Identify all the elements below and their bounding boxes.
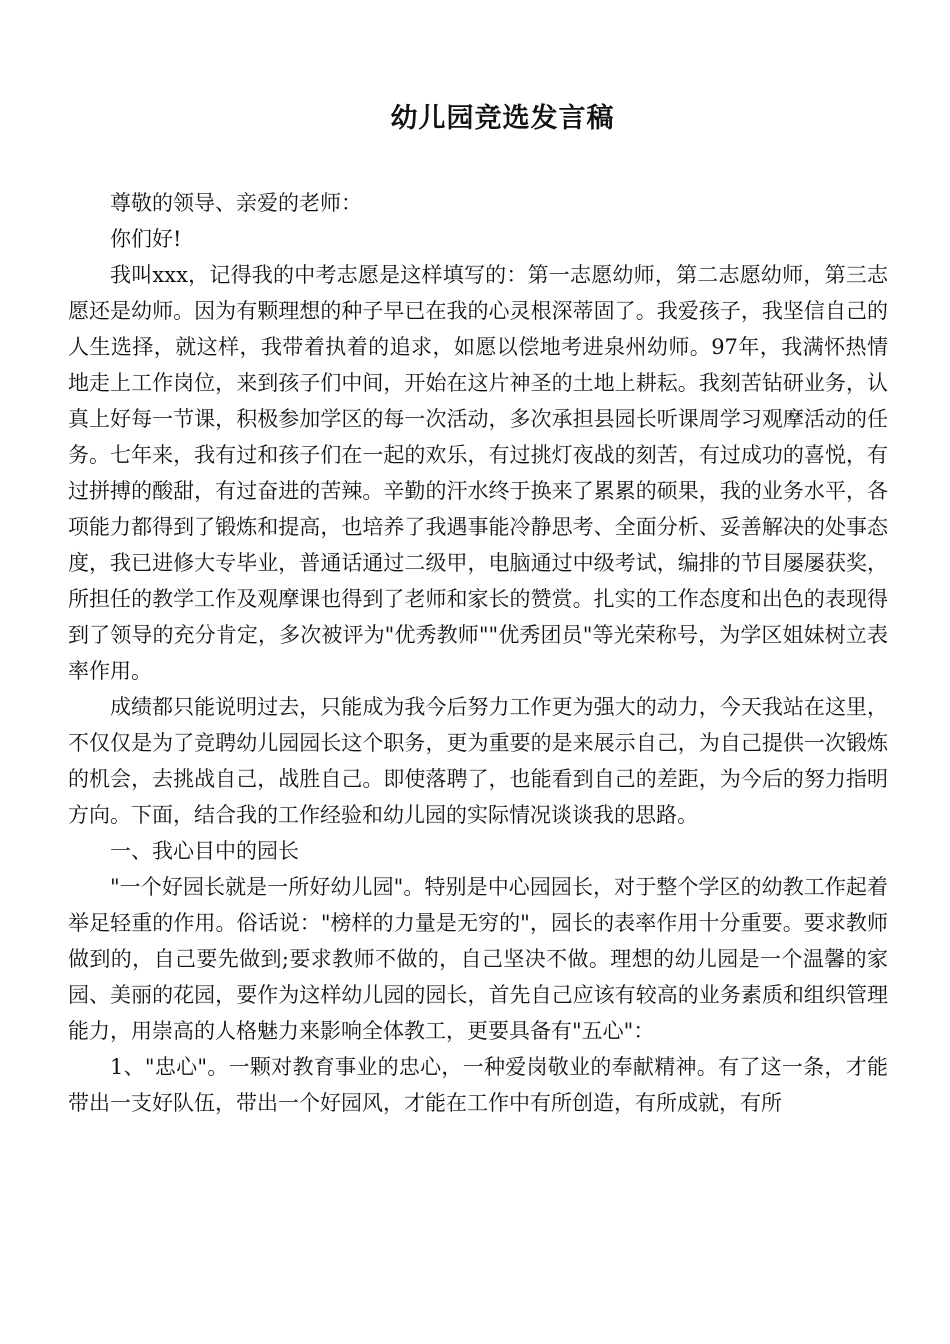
section-heading: 一、我心目中的园长 [110, 839, 299, 863]
document-title: 幼儿园竞选发言稿 [390, 103, 615, 134]
introduction-paragraph: 我叫xxx，记得我的中考志愿是这样填写的：第一志愿幼师，第二志愿幼师，第三志愿还是幼师。因为有颗理想的种子早已在我的心灵根深蒂固了。我爱孩子，我坚信自己的人生选择，就这样，我带着执着的追求，如愿以偿地考进泉州幼师。97年，我满怀热情地走上工作岗位，来到孩子们中间，开始在这片神圣的土地上耕耘。我刻苦钻研业务，认真上好每一节课，积极参加学区的每一次活动，多次承担县园长听课周学习观摩活动的任务。七年来，我有过和孩子们在一起的欢乐，有过挑灯夜战的刻苦，有过成功的喜悦，有过拼搏的酸甜，有过奋进的苦辣。辛勤的汗水终于换来了累累的硕果，我的业务水平，各项能力都得到了锻炼和提高，也培养了我遇事能冷静思考、全面分析、妥善解决的处事态度，我已进修大专毕业，普通话通过二级甲，电脑通过中级考试，编排的节目屡屡获奖，所担任的教学工作及观摩课也得到了老师和家长的赞赏。扎实的工作态度和出色的表现得到了领导的充分肯定，多次被评为"优秀教师""优秀团员"等光荣称号，为学区姐妹树立表率作用。 [68, 263, 888, 683]
salutation-paragraph: 尊敬的领导、亲爱的老师： [110, 191, 362, 215]
ideal-principal-paragraph: "一个好园长就是一所好幼儿园"。特别是中心园园长，对于整个学区的幼教工作起着举足轻重的作用。俗话说："榜样的力量是无穷的"，园长的表率作用十分重要。要求教师做到的，自己要先做到;要求教师不做的，自己坚决不做。理想的幼儿园是一个温馨的家园、美丽的花园，要作为这样幼儿园的园长，首先自己应该有较高的业务素质和组织管理能力，用崇高的人格魅力来影响全体教工，更要具备有"五心"： [68, 875, 888, 1043]
loyalty-paragraph: 1、"忠心"。一颗对教育事业的忠心，一种爱岗敬业的奉献精神。有了这一条，才能带出一支好队伍，带出一个好园风，才能在工作中有所创造，有所成就，有所 [68, 1055, 888, 1115]
motivation-paragraph: 成绩都只能说明过去，只能成为我今后努力工作更为强大的动力，今天我站在这里，不仅仅是为了竞聘幼儿园园长这个职务，更为重要的是来展示自己，为自己提供一次锻炼的机会，去挑战自己，战胜自己。即使落聘了，也能看到自己的差距，为今后的努力指明方向。下面，结合我的工作经验和幼儿园的实际情况谈谈我的思路。 [68, 695, 888, 827]
document-body [68, 185, 888, 1121]
greeting-paragraph: 你们好! [110, 227, 182, 251]
